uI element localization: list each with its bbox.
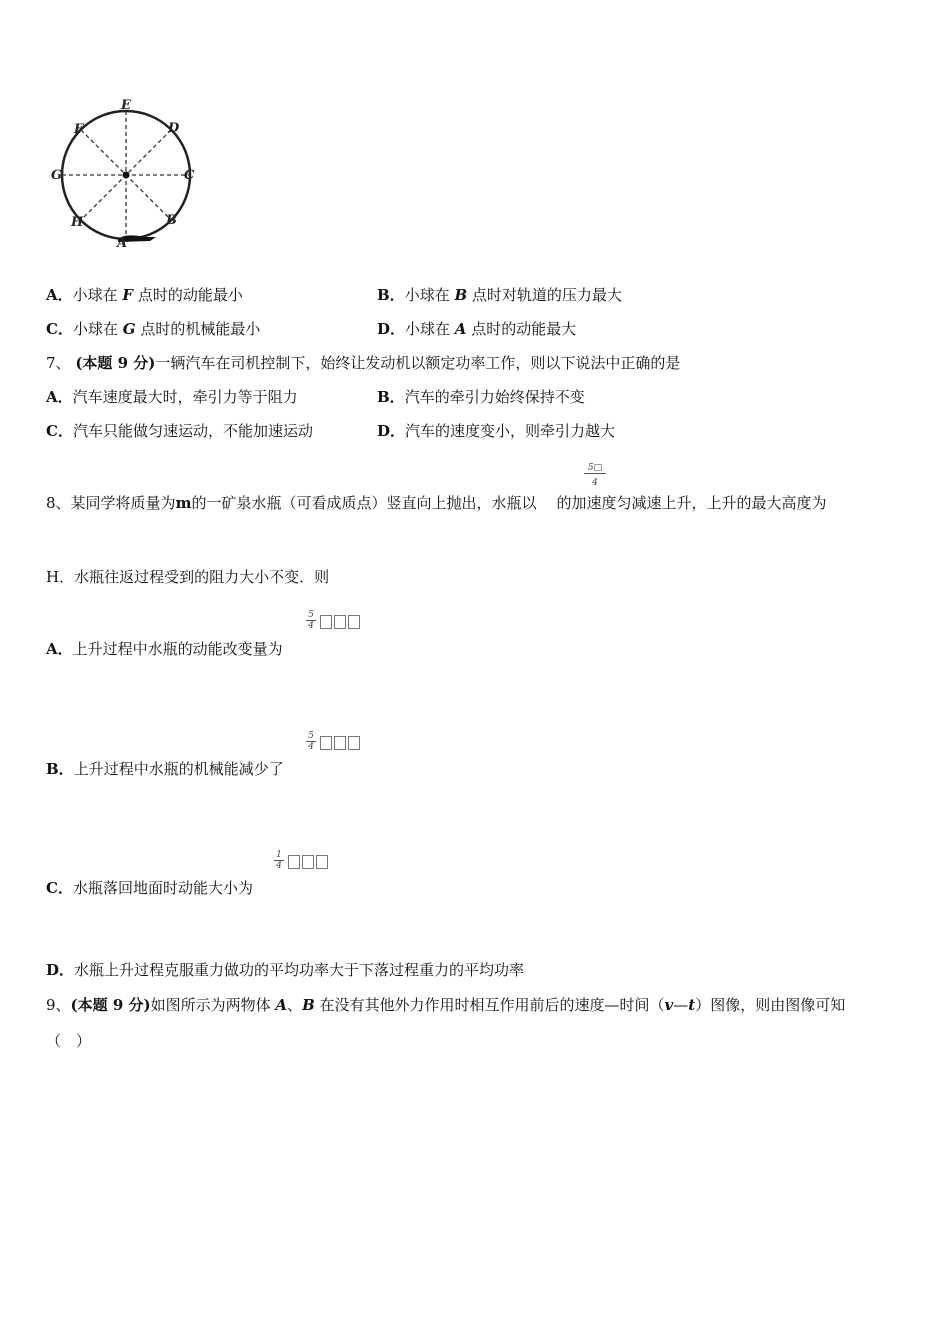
q8c-placeholder-glyphs (288, 854, 330, 869)
fraction-denominator: 4 (592, 478, 598, 488)
var-b: B (454, 286, 468, 304)
q6-option-a (46, 285, 243, 305)
option-letter: D． (46, 961, 75, 979)
option-text: 汽车的牵引力始终保持不变 (404, 388, 585, 406)
fraction-numerator: 5 (306, 610, 316, 621)
label-b: B (166, 213, 177, 228)
q8-option-d (46, 960, 524, 980)
option-text: 上升过程中水瓶的动能改变量为 (72, 640, 283, 658)
option-letter: A． (46, 640, 73, 658)
answer-blank: （ ） (46, 1032, 92, 1050)
question-text: 在没有其他外力作用时相互作用前后的速度—时间（ (314, 996, 665, 1014)
question-text: 的一矿泉水瓶（可看成质点）竖直向上抛出，水瓶以 (191, 494, 537, 512)
fraction-numerator: 1 (274, 850, 284, 861)
q8-accel-fraction (584, 463, 606, 488)
fraction-numerator: 5 (306, 731, 316, 742)
separator: 、 (287, 996, 303, 1014)
q8-option-b (46, 759, 284, 779)
question-number: 8、 (46, 494, 71, 512)
question-text: 的加速度匀减速上升，上升的最大高度为 (556, 494, 827, 512)
q6-option-b (377, 285, 622, 305)
option-letter: C． (46, 320, 73, 338)
option-text: 汽车只能做匀速运动，不能加速运动 (72, 422, 313, 440)
q8b-placeholder-glyphs (320, 735, 362, 750)
option-letter: D． (377, 320, 406, 338)
question-text: 如图所示为两物体 (150, 996, 276, 1014)
option-text: 水瓶落回地面时动能大小为 (72, 879, 253, 897)
q7-option-c (46, 421, 313, 441)
q8a-fraction (306, 610, 316, 631)
question-text: 某同学将质量为 (70, 494, 176, 512)
q8-option-a (46, 639, 283, 659)
option-letter: B． (377, 286, 405, 304)
q8-stem (46, 493, 826, 513)
option-letter: A． (46, 388, 73, 406)
fraction-denominator: 4 (276, 861, 282, 871)
label-g: G (51, 168, 63, 183)
question-text: ）图像，则由图像可知 (695, 996, 846, 1014)
label-e: E (121, 98, 131, 113)
option-letter: A． (46, 286, 73, 304)
score-tag: (本题 9 分) (75, 354, 156, 372)
option-text: 小球在 (72, 320, 123, 338)
q6-option-d (377, 319, 576, 339)
var-m: m (175, 494, 192, 512)
label-d: D (168, 121, 180, 136)
label-h: H (71, 215, 84, 230)
question-number: 9、 (46, 996, 71, 1014)
label-a: A (117, 236, 128, 251)
option-text: 点时的动能最小 (133, 286, 243, 304)
var-b: B (302, 996, 315, 1014)
fraction-numerator: 5□ (584, 463, 606, 474)
q8a-placeholder-glyphs (320, 614, 362, 629)
q7-option-b (377, 387, 585, 407)
q7-option-a (46, 387, 298, 407)
option-text: 点时对轨道的压力最大 (467, 286, 622, 304)
option-letter: D． (377, 422, 406, 440)
option-letter: B． (46, 760, 74, 778)
option-text: 汽车的速度变小，则牵引力越大 (405, 422, 616, 440)
option-letter: B． (377, 388, 405, 406)
var-a: A (454, 320, 467, 338)
option-text: 水瓶上升过程克服重力做功的平均功率大于下落过程重力的平均功率 (74, 961, 525, 979)
q7-stem (46, 353, 680, 373)
fraction-denominator: 4 (308, 621, 314, 631)
option-text: 点时的机械能最小 (135, 320, 261, 338)
option-letter: C． (46, 422, 73, 440)
q8-option-c (46, 878, 253, 898)
label-c: C (184, 168, 195, 183)
var-t: t (688, 996, 696, 1014)
option-letter: C． (46, 879, 73, 897)
question-text: 一辆汽车在司机控制下，始终让发动机以额定功率工作，则以下说法中正确的是 (155, 354, 681, 372)
center-point (123, 172, 130, 179)
option-text: 汽车速度最大时，牵引力等于阻力 (72, 388, 298, 406)
circle-track-figure (40, 95, 210, 255)
q7-option-d (377, 421, 615, 441)
question-text: H．水瓶往返过程受到的阻力大小不变．则 (46, 568, 330, 586)
option-text: 点时的动能最大 (466, 320, 577, 338)
q6-option-c (46, 319, 260, 339)
separator: — (673, 996, 689, 1014)
fraction-denominator: 4 (308, 742, 314, 752)
var-a: A (275, 996, 288, 1014)
q9-answer-paren (46, 1031, 91, 1051)
var-f: F (122, 286, 134, 304)
option-text: 上升过程中水瓶的机械能减少了 (73, 760, 284, 778)
q8-line2 (46, 567, 329, 587)
question-number: 7、 (46, 354, 71, 372)
var-g: G (122, 320, 136, 338)
label-f: F (74, 122, 84, 137)
option-text: 小球在 (72, 286, 123, 304)
q8c-fraction (274, 850, 284, 871)
q8b-fraction (306, 731, 316, 752)
q9-stem (46, 995, 845, 1015)
option-text: 小球在 (405, 320, 455, 338)
option-text: 小球在 (404, 286, 455, 304)
score-tag: (本题 9 分) (70, 996, 151, 1014)
var-v: v (664, 996, 674, 1014)
